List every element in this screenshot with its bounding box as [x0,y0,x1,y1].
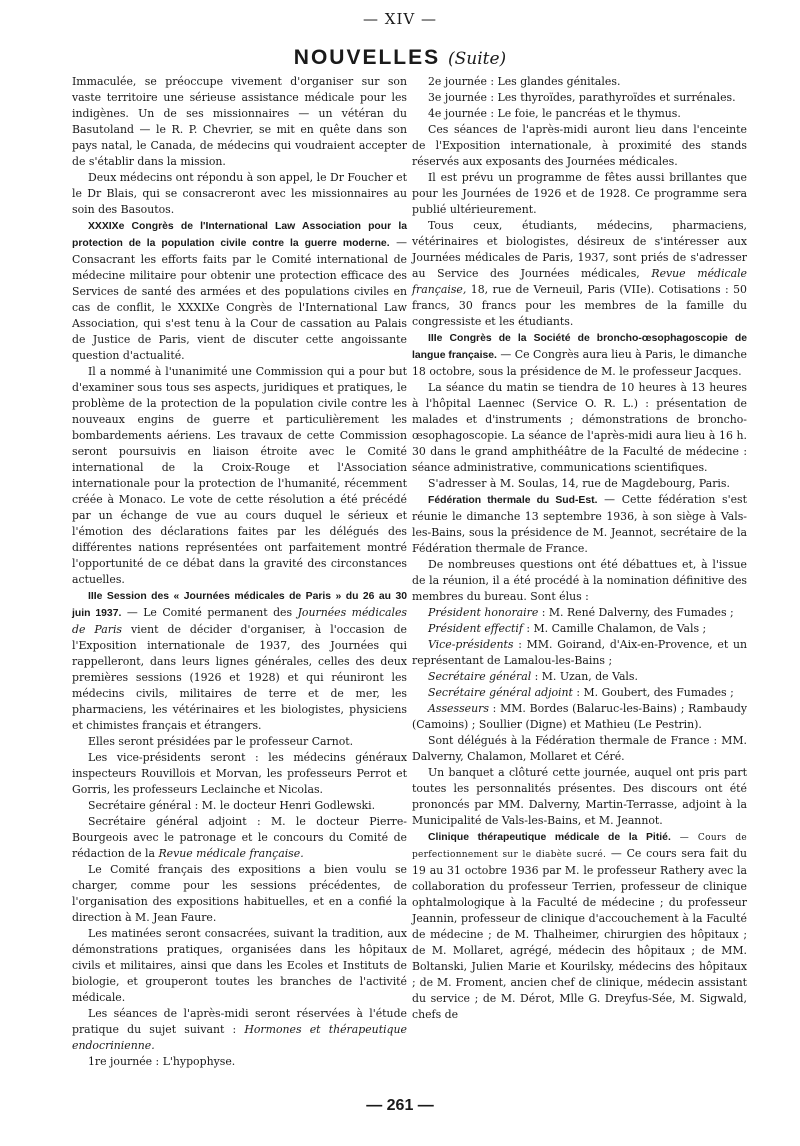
paragraph: 1re journée : L'hypophyse. [88,1055,236,1068]
news-item [412,330,747,380]
news-heading: Clinique thérapeutique médicale de la Pitié. [428,832,671,843]
paragraph: S'adresser à M. Soulas, 14, rue de Magdebourg, Paris. [428,477,730,490]
paragraph: Elles seront présidées par le professeur Carnot. [88,735,354,748]
paragraph [72,1006,407,1054]
news-body: — Ce cours sera fait du 19 au 31 octobre 1936 par M. le professeur Rathery avec la collaboration du professeur Terrien, professeur de clinique ophtalmologique à la Faculté de médecine ; du professeur Jeannin, professeur de clinique d'accouchement à la Faculté de médecine ; de M. Thalheimer, chirurgien des hôpitaux ; de M. Mollaret, agrégé, médecin des hôpitaux ; de MM. Boltanski, Julien Marie et Kourilsky, médecins des hôpitaux ; de M. Froment, ancien chef de clinique, médecin assistant du service ; de M. Dérot, Mlle G. Dreyfus-Sée, M. Sigwald, chefs de [412,847,747,1021]
role-holder: : MM. Bordes (Balaruc-les-Bains) ; Rambaudy (Camoins) ; Soullier (Digne) et Mathieu (Le Pestrin). [412,702,747,731]
bureau-entry [412,637,747,669]
news-body: — Le Comité permanent des [121,606,298,619]
page-number: — 261 — [366,1097,434,1114]
paragraph: Les vice-présidents seront : les médecins généraux inspecteurs Rouvillois et Morvan, les professeurs Perrot et Gorris, les professeurs Leclainche et Nicolas. [72,751,407,796]
role-label: Secrétaire général [428,670,532,683]
paragraph [412,218,747,330]
role-holder: : M. Uzan, de Vals. [531,670,638,683]
role-holder: : M. Goubert, des Fumades ; [572,686,734,699]
text: Les séances de l'après-midi seront réservées à l'étude pratique du sujet suivant : [72,1007,407,1036]
news-item [72,588,407,734]
paragraph: Il est prévu un programme de fêtes aussi brillantes que pour les Journées de 1926 et de 1928. Ce programme sera publié ultérieurement. [412,171,747,216]
news-body: — Cette fédération s'est réunie le dimanche 13 septembre 1936, à son siège à Vals-les-Bains, sous la présidence de M. Jeannot, secrétaire de la Fédération thermale de France. [412,493,747,555]
news-item [72,218,407,364]
news-heading: Fédération thermale du Sud-Est. [428,495,598,506]
paragraph: La séance du matin se tiendra de 10 heures à 13 heures à l'hôpital Laennec (Service O. R. L.) : présentation de malades et d'instruments ; démonstrations de broncho-œsophagoscopie. La séance de l'après-midi aura lieu à 16 h. 30 dans le grand amphithéâtre de la Faculté de médecine : séance administrative, communications scientifiques. [412,381,747,474]
paragraph: Le Comité français des expositions a bien voulu se charger, comme pour les sessions précédentes, de l'organisation des expositions habituelles, et en a confié la direction à M. Jean Faure. [72,863,407,924]
paragraph: 3e journée : Les thyroïdes, parathyroïdes et surrénales. [428,91,736,104]
italic-text: Journées médicales de Paris [72,606,407,636]
section-title [0,44,800,73]
bureau-entry [412,605,747,621]
course-subtitle: — Cours de perfectionnement sur le diabète sucré. [412,833,748,860]
paragraph: 4e journée : Le foie, le pancréas et le thymus. [428,107,681,120]
role-holder: : M. Camille Chalamon, de Vals ; [522,622,707,635]
italic-text: Revue médicale française. [158,847,304,860]
paragraph: Les matinées seront consacrées, suivant la tradition, aux démonstrations pratiques, organisées dans les hôpitaux civils et militaires, ainsi que dans les Ecoles et Instituts de biologie, et grouperont toutes les branches de l'activité médicale. [72,927,407,1004]
paragraph [72,814,407,862]
paragraph: Un banquet a clôturé cette journée, auquel ont pris part toutes les personnalités présentes. Des discours ont été prononcés par MM. Dalverny, Martin-Terrasse, adjoint à la Municipalité de Vals-les-Bains, et M. Jeannot. [412,766,747,827]
paragraph: De nombreuses questions ont été débattues et, à l'issue de la réunion, il a été procédé à la nomination définitive des membres du bureau. Sont élus : [412,558,747,603]
text: Tous ceux, étudiants, médecins, pharmaciens, vétérinaires et biologistes, désireux de s'intéresser aux Journées médicales de Paris, 1937, sont priés de s'adresser au Service des Journées médicales, [412,219,747,280]
news-body: — Consacrant les efforts faits par le Comité international de médecine militaire pour obtenir une protection efficace des Services de santé des armées et des populations civiles en cas de conflit, le XXXIXe Congrès de l'International Law Association, qui s'est tenu à la Cour de cassation au Palais de Justice de Paris, vient de discuter cette angoissante question d'actualité. [72,236,407,362]
news-heading: XXXIXe Congrès de l'International Law Association pour la protection de la population civile contre la guerre moderne. [72,221,407,249]
text: 18, rue de Verneuil, Paris (VIIe). Cotisations : 50 francs, 30 francs pour les membres de la famille du congressiste et les étudiants. [412,283,747,328]
paragraph: Ces séances de l'après-midi auront lieu dans l'enceinte de l'Exposition internationale, à proximité des stands réservés aux exposants des Journées médicales. [412,123,747,168]
role-label: Secrétaire général adjoint [428,686,573,699]
role-holder: : M. René Dalverny, des Fumades ; [538,606,734,619]
italic-text: Revue médicale française, [412,267,748,296]
news-body: — Ce Congrès aura lieu à Paris, le dimanche 18 octobre, sous la présidence de M. le professeur Jacques. [412,348,747,378]
paragraph: Immaculée, se préoccupe vivement d'organiser sur son vaste territoire une sérieuse assistance médicale pour les indigènes. Un de ses missionnaires — un vétéran du Basutoland — le R. P. Chevrier, se mit en quête dans son pays natal, le Canada, de médecins qui voudraient accepter de s'établir dans la mission. [72,75,407,168]
role-holder: : MM. Goirand, d'Aix-en-Provence, et un représentant de Lamalou-les-Bains ; [412,638,747,667]
paragraph: Sont délégués à la Fédération thermale de France : MM. Dalverny, Chalamon, Mollaret et Céré. [412,734,747,763]
role-label: Président effectif [428,622,523,635]
title-suffix: (Suite) [448,49,507,69]
left-column [72,74,407,1070]
bureau-entry [412,621,747,637]
italic-text: Hormones et thérapeutique endocrinienne. [72,1023,407,1052]
news-item [412,829,747,1023]
paragraph: Il a nommé à l'unanimité une Commission qui a pour but d'examiner sous tous ses aspects, juridiques et pratiques, le problème de la protection de la population civile contre les nouveaux engins de guerre et particulièrement les bombardements aériens. Les travaux de cette Commission seront poursuivis en liaison étroite avec le Comité international de la Croix-Rouge et l'Association internationale pour la protection de l'humanité, récemment créée à Monaco. Le vote de cette résolution a été précédé par un échange de vue au cours duquel le sérieux et l'émotion des déclarations faites par les délégués des différentes nations représentées ont parfaitement montré l'opportunité de ce débat dans la gravité des circonstances actuelles. [72,365,407,586]
role-label: Vice-présidents [428,638,514,651]
bureau-entry [412,685,747,701]
news-heading: IIIe Session des « Journées médicales de Paris » du 26 au 30 juin 1937. [72,591,407,619]
paragraph: Secrétaire général : M. le docteur Henri Godlewski. [88,799,376,812]
right-column [412,74,747,1023]
news-heading: IIIe Congrès de la Société de broncho-œsophagoscopie de langue française. [412,333,747,361]
news-item [412,492,747,557]
news-body: vient de décider d'organiser, à l'occasion de l'Exposition internationale de 1937, des Journées qui rappelleront, dans leurs lignes générales, celles des deux premières sessions (1926 et 1928) et qui réuniront les médecins civils, militaires de terre et de mer, les pharmaciens, les vétérinaires et les biologistes, physiciens et chimistes français et étrangers. [72,623,407,732]
paragraph: Deux médecins ont répondu à son appel, le Dr Foucher et le Dr Blais, qui se consacreront avec les missionnaires au soin des Basoutos. [72,171,407,216]
title-text: NOUVELLES [293,46,441,69]
role-label: Assesseurs [428,702,489,715]
bureau-entry [412,669,747,685]
text: Secrétaire général adjoint : M. le docteur Pierre-Bourgeois avec le patronage et le concours du Comité de rédaction de la [72,815,407,860]
running-page-number: — XIV — [363,10,437,28]
role-label: Président honoraire [428,606,539,619]
bureau-entry [412,701,747,733]
paragraph: 2e journée : Les glandes génitales. [428,75,621,88]
